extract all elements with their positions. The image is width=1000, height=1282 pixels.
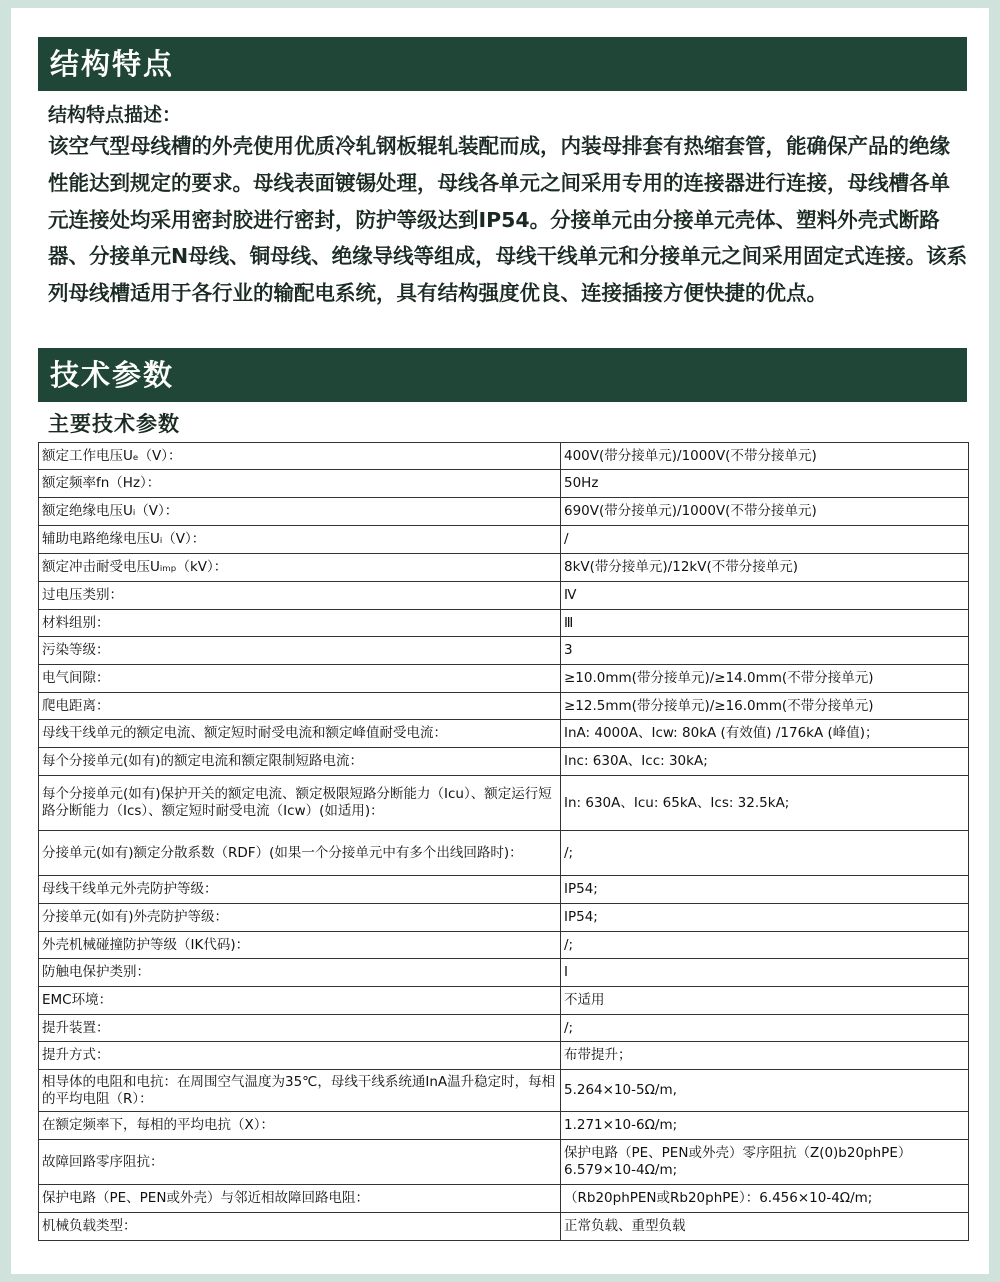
table-row <box>39 582 969 610</box>
param-value: 3 <box>561 637 969 665</box>
param-label: 提升装置： <box>39 1015 561 1042</box>
table-row <box>39 693 969 720</box>
param-value: （Rb20phPEN或Rb20phPE）：6.456×10-4Ω/m; <box>561 1185 969 1213</box>
table-row <box>39 637 969 665</box>
param-label: 额定冲击耐受电压Uᵢₘₚ（kV）： <box>39 554 561 582</box>
table-row <box>39 665 969 693</box>
table-row <box>39 987 969 1015</box>
param-value: In: 630A、Icu: 65kA、Ics: 32.5kA; <box>561 776 969 831</box>
param-label: 母线干线单元的额定电流、额定短时耐受电流和额定峰值耐受电流： <box>39 720 561 748</box>
param-label: 每个分接单元(如有)的额定电流和额定限制短路电流： <box>39 748 561 776</box>
table-row <box>39 498 969 526</box>
param-value: Ⅰ <box>561 959 969 987</box>
table-row <box>39 1112 969 1140</box>
table-row <box>39 1213 969 1241</box>
table-row <box>39 526 969 554</box>
param-value: 保护电路（PE、PEN或外壳）零序阻抗（Z(0)b20phPE）6.579×10-4Ω/m; <box>561 1140 969 1185</box>
structure-desc-title: 结构特点描述： <box>48 104 182 126</box>
param-label: 防触电保护类别： <box>39 959 561 987</box>
param-value: /; <box>561 932 969 959</box>
param-value: /; <box>561 831 969 876</box>
param-label: 外壳机械碰撞防护等级（IK代码)： <box>39 932 561 959</box>
main-params-title: 主要技术参数 <box>48 412 180 436</box>
param-label: 电气间隙： <box>39 665 561 693</box>
section-tech-params-header: 技术参数 <box>38 348 967 402</box>
table-row <box>39 1185 969 1213</box>
param-label: 爬电距离： <box>39 693 561 720</box>
param-value: / <box>561 526 969 554</box>
param-value: IP54; <box>561 904 969 932</box>
table-row <box>39 748 969 776</box>
param-label: 机械负载类型： <box>39 1213 561 1241</box>
param-value: Inc: 630A、Icc: 30kA; <box>561 748 969 776</box>
param-label: EMC环境： <box>39 987 561 1015</box>
param-label: 故障回路零序阻抗： <box>39 1140 561 1185</box>
param-value: /; <box>561 1015 969 1042</box>
structure-desc-body: 该空气型母线槽的外壳使用优质冷轧钢板辊轧装配而成，内装母排套有热缩套管，能确保产品的绝缘性能达到规定的要求。母线表面镀锡处理，母线各单元之间采用专用的连接器进行连接，母线槽各单元连接处均采用密封胶进行密封，防护等级达到IP54。分接单元由分接单元壳体、塑料外壳式断路器、分接单元N母线、铜母线、绝缘导线等组成，母线干线单元和分接单元之间采用固定式连接。该系列母线槽适用于各行业的输配电系统，具有结构强度优良、连接插接方便快捷的优点。 <box>48 134 968 306</box>
table-row <box>39 1042 969 1070</box>
param-value: Ⅳ <box>561 582 969 610</box>
param-value: ≥10.0mm(带分接单元)/≥14.0mm(不带分接单元) <box>561 665 969 693</box>
param-value: 1.271×10-6Ω/m; <box>561 1112 969 1140</box>
param-label: 相导体的电阻和电抗：在周围空气温度为35℃，母线干线系统通InA温升稳定时，每相的平均电阻（R）： <box>39 1070 561 1112</box>
param-value: 正常负载、重型负载 <box>561 1213 969 1241</box>
param-label: 分接单元(如有)外壳防护等级： <box>39 904 561 932</box>
param-value: ≥12.5mm(带分接单元)/≥16.0mm(不带分接单元) <box>561 693 969 720</box>
params-table <box>38 442 969 1241</box>
table-row <box>39 959 969 987</box>
param-label: 过电压类别： <box>39 582 561 610</box>
table-row <box>39 1015 969 1042</box>
param-label: 提升方式： <box>39 1042 561 1070</box>
section-structure-header: 结构特点 <box>38 37 967 91</box>
param-label: 保护电路（PE、PEN或外壳）与邻近相故障回路电阻： <box>39 1185 561 1213</box>
param-label: 额定绝缘电压Uᵢ（V）： <box>39 498 561 526</box>
table-row <box>39 776 969 831</box>
param-label: 额定工作电压Uₑ（V）： <box>39 443 561 470</box>
table-row <box>39 443 969 470</box>
param-value: IP54; <box>561 876 969 904</box>
table-row <box>39 831 969 876</box>
page <box>11 8 989 1274</box>
param-label: 额定频率fn（Hz）： <box>39 470 561 498</box>
param-value: 不适用 <box>561 987 969 1015</box>
param-value: InA: 4000A、Icw: 80kA (有效值) /176kA (峰值)； <box>561 720 969 748</box>
param-label: 每个分接单元(如有)保护开关的额定电流、额定极限短路分断能力（Icu）、额定运行短路分断能力（Ics）、额定短时耐受电流（Icw）(如适用)： <box>39 776 561 831</box>
table-row <box>39 720 969 748</box>
param-label: 母线干线单元外壳防护等级： <box>39 876 561 904</box>
table-row <box>39 610 969 637</box>
param-value: 690V(带分接单元)/1000V(不带分接单元) <box>561 498 969 526</box>
param-value: Ⅲ <box>561 610 969 637</box>
table-row <box>39 1140 969 1185</box>
param-value: 8kV(带分接单元)/12kV(不带分接单元) <box>561 554 969 582</box>
table-row <box>39 554 969 582</box>
table-row <box>39 876 969 904</box>
param-label: 材料组别： <box>39 610 561 637</box>
param-value: 400V(带分接单元)/1000V(不带分接单元) <box>561 443 969 470</box>
param-label: 辅助电路绝缘电压Uᵢ（V）： <box>39 526 561 554</box>
param-label: 在额定频率下，每相的平均电抗（X）： <box>39 1112 561 1140</box>
param-value: 50Hz <box>561 470 969 498</box>
param-label: 污染等级： <box>39 637 561 665</box>
table-row <box>39 470 969 498</box>
table-row <box>39 1070 969 1112</box>
table-row <box>39 904 969 932</box>
param-value: 布带提升； <box>561 1042 969 1070</box>
param-value: 5.264×10-5Ω/m, <box>561 1070 969 1112</box>
table-row <box>39 932 969 959</box>
param-label: 分接单元(如有)额定分散系数（RDF）(如果一个分接单元中有多个出线回路时)： <box>39 831 561 876</box>
